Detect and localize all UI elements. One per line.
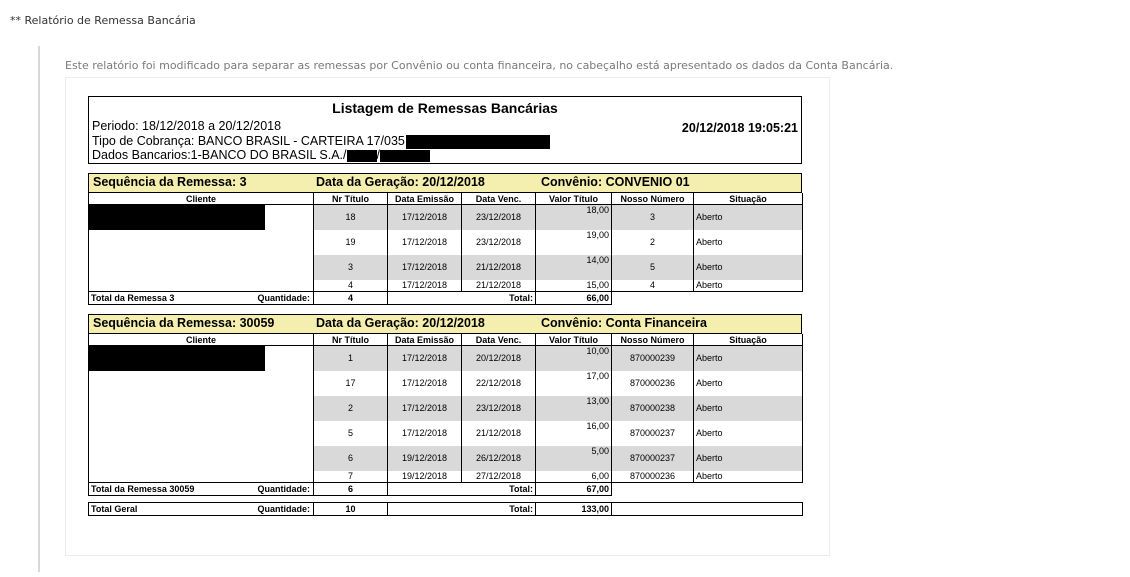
- status: Aberto: [694, 255, 803, 280]
- column-header: Cliente: [89, 193, 314, 205]
- our-number: 870000239: [612, 346, 694, 371]
- column-header: Nosso Número: [612, 334, 694, 346]
- title-number: 5: [314, 421, 388, 446]
- title-value: 10,00: [536, 346, 612, 371]
- column-header: Valor Título: [536, 193, 612, 205]
- status: Aberto: [694, 471, 803, 483]
- client-cell: [89, 346, 314, 371]
- remessa-total-label-right: Total:: [388, 292, 536, 305]
- title-number: 2: [314, 396, 388, 421]
- title-value: 14,00: [536, 255, 612, 280]
- report: [88, 96, 802, 516]
- due-date: 27/12/2018: [462, 471, 536, 483]
- column-header: Cliente: [89, 334, 314, 346]
- issue-date: 17/12/2018: [388, 280, 462, 292]
- grand-total-blank: [612, 503, 803, 516]
- our-number: 2: [612, 230, 694, 255]
- due-date: 22/12/2018: [462, 371, 536, 396]
- status: Aberto: [694, 446, 803, 471]
- remessa-quantity: 4: [314, 292, 388, 305]
- report-header: [88, 96, 802, 164]
- table-header-row: [89, 193, 803, 205]
- our-number: 870000237: [612, 421, 694, 446]
- title-number: 7: [314, 471, 388, 483]
- remessa-total-value: 67,00: [536, 483, 612, 496]
- client-cell: [89, 446, 314, 471]
- table-row: [89, 371, 803, 396]
- status: Aberto: [694, 396, 803, 421]
- table-row: [89, 280, 803, 292]
- issue-date: 17/12/2018: [388, 205, 462, 230]
- column-header: Situação: [694, 193, 803, 205]
- our-number: 870000237: [612, 446, 694, 471]
- remessa-total-label-cell: [89, 292, 314, 305]
- remessa-agreement: Convênio: Conta Financeira: [541, 316, 707, 330]
- title-value: 13,00: [536, 396, 612, 421]
- quantity-label: Quantidade:: [257, 293, 310, 303]
- remessa-total-blank: [612, 483, 803, 496]
- our-number: 870000238: [612, 396, 694, 421]
- due-date: 26/12/2018: [462, 446, 536, 471]
- due-date: 21/12/2018: [462, 255, 536, 280]
- title-number: 3: [314, 255, 388, 280]
- grand-total-table: [88, 502, 803, 516]
- grand-total-row: [89, 503, 803, 516]
- remessa-generation-date: Data da Geração: 20/12/2018: [316, 175, 485, 189]
- remessa-sequence: Sequência da Remessa: 3: [93, 175, 247, 189]
- grand-total-qty-label: Quantidade:: [257, 504, 310, 514]
- due-date: 21/12/2018: [462, 421, 536, 446]
- column-header: Nr Título: [314, 193, 388, 205]
- status: Aberto: [694, 421, 803, 446]
- column-header: Data Emissão: [388, 193, 462, 205]
- remessa-agreement: Convênio: CONVENIO 01: [541, 175, 690, 189]
- client-cell: [89, 396, 314, 421]
- collection-type: Tipo de Cobrança: BANCO BRASIL - CARTEIRA 17/035: [92, 134, 405, 148]
- remessa-band: [88, 314, 802, 334]
- title-value: 19,00: [536, 230, 612, 255]
- remessa-table: [88, 334, 803, 496]
- status: Aberto: [694, 205, 803, 230]
- issue-date: 17/12/2018: [388, 396, 462, 421]
- column-header: Data Emissão: [388, 334, 462, 346]
- bank-data: Dados Bancarios:1-BANCO DO BRASIL S.A./: [92, 148, 347, 162]
- client-cell: [89, 280, 314, 292]
- client-cell: [89, 421, 314, 446]
- issue-date: 17/12/2018: [388, 346, 462, 371]
- remessa-sections: [88, 173, 802, 496]
- status: Aberto: [694, 346, 803, 371]
- title-value: 16,00: [536, 421, 612, 446]
- remessa-band: [88, 173, 802, 193]
- intro-text: Este relatório foi modificado para separar as remessas por Convênio ou conta financeira, no cabeçalho está apresentado os dados da Conta Bancária.: [65, 59, 894, 72]
- grand-total-total-label: Total:: [388, 503, 536, 516]
- column-header: Data Venc.: [462, 193, 536, 205]
- remessa-total-label-cell: [89, 483, 314, 496]
- our-number: 870000236: [612, 471, 694, 483]
- status: Aberto: [694, 230, 803, 255]
- table-row: [89, 446, 803, 471]
- client-cell: [89, 255, 314, 280]
- issue-date: 19/12/2018: [388, 446, 462, 471]
- report-datetime: 20/12/2018 19:05:21: [681, 121, 798, 135]
- title-value: 17,00: [536, 371, 612, 396]
- our-number: 3: [612, 205, 694, 230]
- grand-total-label: Total Geral: [91, 504, 138, 514]
- due-date: 23/12/2018: [462, 205, 536, 230]
- redacted-client-block: [89, 346, 265, 371]
- redacted-block: [406, 135, 550, 149]
- title-number: 17: [314, 371, 388, 396]
- remessa-total-label-right: Total:: [388, 483, 536, 496]
- grand-total-value: 133,00: [536, 503, 612, 516]
- quantity-label: Quantidade:: [257, 484, 310, 494]
- table-header-row: [89, 334, 803, 346]
- redacted-block: [380, 150, 430, 162]
- issue-date: 17/12/2018: [388, 421, 462, 446]
- title-number: 18: [314, 205, 388, 230]
- remessa-generation-date: Data da Geração: 20/12/2018: [316, 316, 485, 330]
- table-row: [89, 396, 803, 421]
- due-date: 23/12/2018: [462, 396, 536, 421]
- report-title: Listagem de Remessas Bancárias: [332, 100, 558, 116]
- table-row: [89, 421, 803, 446]
- title-number: 6: [314, 446, 388, 471]
- issue-date: 17/12/2018: [388, 230, 462, 255]
- title-number: 4: [314, 280, 388, 292]
- bank-data-line: [92, 148, 430, 162]
- status: Aberto: [694, 371, 803, 396]
- remessa-sequence: Sequência da Remessa: 30059: [93, 316, 275, 330]
- table-row: [89, 230, 803, 255]
- our-number: 4: [612, 280, 694, 292]
- collection-type-line: [92, 134, 550, 149]
- due-date: 20/12/2018: [462, 346, 536, 371]
- remessa-quantity: 6: [314, 483, 388, 496]
- page-heading: ** Relatório de Remessa Bancária: [10, 14, 196, 27]
- issue-date: 17/12/2018: [388, 371, 462, 396]
- table-row: [89, 205, 803, 230]
- column-header: Nosso Número: [612, 193, 694, 205]
- column-header: Situação: [694, 334, 803, 346]
- client-cell: [89, 205, 314, 230]
- blockquote-bar: [38, 46, 40, 572]
- remessa-total-value: 66,00: [536, 292, 612, 305]
- title-number: 1: [314, 346, 388, 371]
- title-value: 18,00: [536, 205, 612, 230]
- due-date: 21/12/2018: [462, 280, 536, 292]
- redacted-block: [347, 150, 377, 162]
- table-row: [89, 471, 803, 483]
- redacted-client-block: [89, 205, 265, 230]
- title-value: 6,00: [536, 471, 612, 483]
- bank-separator: /: [376, 148, 380, 162]
- column-header: Data Venc.: [462, 334, 536, 346]
- client-cell: [89, 371, 314, 396]
- remessa-total-row: [89, 483, 803, 496]
- table-row: [89, 255, 803, 280]
- our-number: 870000236: [612, 371, 694, 396]
- column-header: Nr Título: [314, 334, 388, 346]
- remessa-total-row: [89, 292, 803, 305]
- title-number: 19: [314, 230, 388, 255]
- column-header: Valor Título: [536, 334, 612, 346]
- title-value: 5,00: [536, 446, 612, 471]
- client-cell: [89, 230, 314, 255]
- grand-total-quantity: 10: [314, 503, 388, 516]
- remessa-total-label: Total da Remessa 3: [91, 293, 175, 303]
- remessa-total-label: Total da Remessa 30059: [91, 484, 195, 494]
- our-number: 5: [612, 255, 694, 280]
- title-value: 15,00: [536, 280, 612, 292]
- issue-date: 19/12/2018: [388, 471, 462, 483]
- table-row: [89, 346, 803, 371]
- remessa-total-blank: [612, 292, 803, 305]
- report-period: Periodo: 18/12/2018 a 20/12/2018: [92, 119, 282, 133]
- grand-total-label-cell: [89, 503, 314, 516]
- client-cell: [89, 471, 314, 483]
- due-date: 23/12/2018: [462, 230, 536, 255]
- issue-date: 17/12/2018: [388, 255, 462, 280]
- status: Aberto: [694, 280, 803, 292]
- remessa-table: [88, 193, 803, 305]
